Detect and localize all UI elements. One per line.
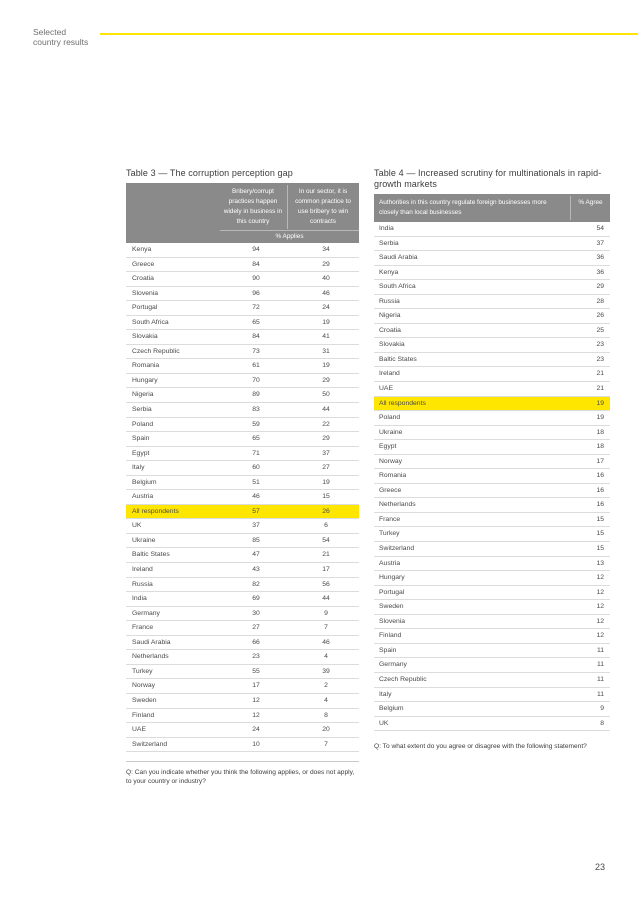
country-cell: Czech Republic	[379, 675, 427, 683]
country-cell: Egypt	[132, 449, 150, 457]
table-row	[126, 490, 359, 505]
value-cell: 20	[322, 726, 330, 734]
table-row	[374, 280, 610, 295]
table-row	[374, 600, 610, 615]
country-cell: Croatia	[132, 275, 154, 283]
table-row	[126, 578, 359, 593]
value-cell: 30	[252, 609, 260, 617]
value-cell: 18	[596, 428, 604, 436]
country-cell: Finland	[132, 711, 155, 719]
value-cell: 40	[322, 275, 330, 283]
value-cell: 36	[596, 254, 604, 262]
country-cell: Sweden	[379, 603, 404, 611]
table-row	[126, 592, 359, 607]
country-cell: Slovenia	[379, 617, 406, 625]
table-row	[126, 519, 359, 534]
value-cell: 17	[322, 566, 330, 574]
value-cell: 6	[324, 522, 328, 530]
value-cell: 37	[596, 239, 604, 247]
country-cell: Switzerland	[379, 545, 415, 553]
table-row	[374, 455, 610, 470]
table-row	[126, 374, 359, 389]
country-cell: Finland	[379, 632, 402, 640]
table3	[126, 183, 359, 785]
table3-col1-header: Bribery/corrupt practices happen widely in business in this country	[223, 188, 283, 225]
country-cell: Netherlands	[379, 501, 416, 509]
table-row	[126, 258, 359, 273]
table-row	[374, 702, 610, 717]
value-cell: 17	[596, 457, 604, 465]
country-cell: Slovakia	[379, 341, 405, 349]
value-cell: 94	[252, 246, 260, 253]
value-cell: 54	[322, 536, 330, 544]
country-cell: Ireland	[132, 566, 153, 574]
country-cell: Sweden	[132, 696, 157, 704]
value-cell: 54	[596, 225, 604, 232]
table-row	[126, 316, 359, 331]
country-cell: Russia	[132, 580, 153, 588]
table-row	[374, 629, 610, 644]
value-cell: 15	[596, 545, 604, 553]
table-row	[374, 498, 610, 513]
value-cell: 11	[596, 646, 604, 654]
table-row	[374, 658, 610, 673]
table-row	[374, 397, 610, 412]
country-cell: Norway	[379, 457, 403, 465]
value-cell: 29	[322, 376, 330, 384]
table-row	[126, 418, 359, 433]
value-cell: 19	[322, 362, 330, 370]
value-cell: 41	[322, 333, 330, 341]
table4-header	[374, 194, 610, 222]
table4-body	[374, 222, 610, 731]
value-cell: 9	[324, 609, 328, 617]
country-cell: Kenya	[379, 268, 399, 276]
value-cell: 15	[322, 493, 330, 501]
country-cell: UK	[379, 719, 389, 727]
country-cell: Austria	[132, 493, 154, 501]
country-cell: All respondents	[379, 399, 426, 407]
value-cell: 23	[596, 341, 604, 349]
country-cell: Portugal	[379, 588, 405, 596]
value-cell: 15	[596, 515, 604, 523]
table-row	[126, 548, 359, 563]
table-row	[126, 679, 359, 694]
value-cell: 60	[252, 464, 260, 472]
value-cell: 12	[252, 711, 260, 719]
value-cell: 39	[322, 667, 330, 675]
country-cell: Italy	[379, 690, 392, 698]
value-cell: 44	[322, 406, 330, 414]
value-cell: 34	[322, 246, 330, 253]
country-cell: UAE	[379, 385, 393, 393]
country-cell: Greece	[379, 486, 402, 494]
country-cell: Ireland	[379, 370, 400, 378]
table-row	[374, 673, 610, 688]
country-cell: Ukraine	[379, 428, 403, 436]
value-cell: 27	[322, 464, 330, 472]
value-cell: 73	[252, 347, 260, 355]
table3-footnote: Q: Can you indicate whether you think the following applies, or does not apply, to your country or industry?	[126, 769, 355, 785]
table-row	[126, 272, 359, 287]
table-row	[374, 309, 610, 324]
value-cell: 84	[252, 260, 260, 268]
value-cell: 11	[596, 675, 604, 683]
footnote-rule	[126, 761, 359, 762]
country-cell: Spain	[379, 646, 397, 654]
table-row	[126, 476, 359, 491]
country-cell: Hungary	[132, 376, 158, 384]
value-cell: 21	[596, 385, 604, 393]
value-cell: 12	[596, 632, 604, 640]
country-cell: Serbia	[132, 406, 152, 414]
value-cell: 31	[322, 347, 330, 355]
country-cell: Portugal	[132, 304, 158, 312]
country-cell: Saudi Arabia	[132, 638, 171, 646]
country-cell: Slovakia	[132, 333, 158, 341]
value-cell: 19	[322, 478, 330, 486]
table-row	[126, 301, 359, 316]
value-cell: 56	[322, 580, 330, 588]
table-row	[374, 324, 610, 339]
table-row	[374, 367, 610, 382]
value-cell: 12	[596, 588, 604, 596]
value-cell: 37	[252, 522, 260, 530]
table-row	[374, 222, 610, 237]
country-cell: UAE	[132, 726, 146, 734]
value-cell: 7	[324, 740, 328, 748]
country-cell: Romania	[132, 362, 160, 370]
country-cell: Egypt	[379, 443, 397, 451]
table-row	[374, 586, 610, 601]
value-cell: 21	[322, 551, 330, 559]
value-cell: 19	[322, 318, 330, 326]
value-cell: 23	[596, 355, 604, 363]
value-cell: 2	[324, 682, 328, 690]
table-row	[374, 353, 610, 368]
country-cell: Russia	[379, 297, 400, 305]
table-row	[374, 295, 610, 310]
table-row	[126, 388, 359, 403]
country-cell: Ukraine	[132, 536, 156, 544]
table-row	[126, 650, 359, 665]
value-cell: 17	[252, 682, 260, 690]
value-cell: 19	[596, 399, 604, 407]
value-cell: 36	[596, 268, 604, 276]
value-cell: 65	[252, 435, 260, 443]
page-number: 23	[595, 862, 606, 872]
country-cell: India	[132, 595, 147, 603]
value-cell: 24	[322, 304, 330, 312]
value-cell: 51	[252, 478, 260, 486]
table-row	[126, 359, 359, 374]
country-cell: Netherlands	[132, 653, 169, 661]
table-row	[126, 709, 359, 724]
value-cell: 8	[600, 719, 604, 727]
value-cell: 7	[324, 624, 328, 632]
value-cell: 18	[596, 443, 604, 451]
table-row	[374, 237, 610, 252]
value-cell: 28	[596, 297, 604, 305]
value-cell: 26	[596, 312, 604, 320]
value-cell: 65	[252, 318, 260, 326]
country-cell: Poland	[379, 414, 401, 422]
value-cell: 24	[252, 726, 260, 734]
top-accent-rule	[100, 33, 638, 35]
table-row	[374, 266, 610, 281]
table4	[374, 194, 610, 750]
table-row	[374, 440, 610, 455]
table4-title: Table 4 — Increased scrutiny for multinationals in rapid-growth markets	[374, 168, 602, 189]
value-cell: 50	[322, 391, 330, 399]
value-cell: 61	[252, 362, 260, 370]
value-cell: 55	[252, 667, 260, 675]
value-cell: 19	[596, 414, 604, 422]
header-divider	[287, 185, 288, 229]
table-row	[126, 723, 359, 738]
section-label-line2: country results	[33, 37, 89, 47]
value-cell: 15	[596, 530, 604, 538]
table-row	[126, 636, 359, 651]
table3-header	[126, 183, 359, 243]
table-row	[374, 717, 610, 732]
value-cell: 29	[322, 260, 330, 268]
country-cell: Croatia	[379, 326, 401, 334]
table4-col2-header: % Agree	[578, 199, 603, 206]
table-row	[126, 330, 359, 345]
table4-col1-header: Authorities in this country regulate foreign businesses more closely than local businesses	[379, 199, 547, 216]
country-cell: India	[379, 225, 394, 232]
table-row	[126, 665, 359, 680]
country-cell: Turkey	[132, 667, 153, 675]
value-cell: 13	[596, 559, 604, 567]
country-cell: South Africa	[379, 283, 416, 291]
value-cell: 70	[252, 376, 260, 384]
table4-footnote: Q: To what extent do you agree or disagree with the following statement?	[374, 743, 587, 750]
value-cell: 4	[324, 653, 328, 661]
value-cell: 66	[252, 638, 260, 646]
country-cell: Kenya	[132, 246, 152, 253]
value-cell: 26	[322, 507, 330, 515]
value-cell: 90	[252, 275, 260, 283]
country-cell: Czech Republic	[132, 347, 180, 355]
value-cell: 69	[252, 595, 260, 603]
value-cell: 23	[252, 653, 260, 661]
table-row	[374, 382, 610, 397]
table-row	[126, 432, 359, 447]
country-cell: Germany	[379, 661, 407, 669]
table3-unit-header: % Applies	[275, 233, 304, 240]
value-cell: 9	[600, 705, 604, 713]
value-cell: 46	[322, 638, 330, 646]
table-row	[126, 243, 359, 258]
value-cell: 12	[596, 617, 604, 625]
value-cell: 43	[252, 566, 260, 574]
table-row	[126, 403, 359, 418]
country-cell: Nigeria	[132, 391, 154, 399]
table-row	[374, 513, 610, 528]
table-row	[126, 461, 359, 476]
country-cell: Austria	[379, 559, 401, 567]
value-cell: 71	[252, 449, 260, 457]
value-cell: 4	[324, 696, 328, 704]
value-cell: 11	[596, 690, 604, 698]
table-row	[374, 615, 610, 630]
value-cell: 12	[596, 574, 604, 582]
country-cell: Norway	[132, 682, 156, 690]
value-cell: 46	[322, 289, 330, 297]
country-cell: France	[379, 515, 401, 523]
value-cell: 37	[322, 449, 330, 457]
section-label-line1: Selected	[33, 27, 67, 37]
table3-title: Table 3 — The corruption perception gap	[126, 168, 293, 178]
value-cell: 29	[596, 283, 604, 291]
value-cell: 59	[252, 420, 260, 428]
table-row	[374, 644, 610, 659]
table3-body	[126, 243, 359, 752]
value-cell: 27	[252, 624, 260, 632]
value-cell: 12	[252, 696, 260, 704]
country-cell: Baltic States	[132, 551, 170, 559]
country-cell: Spain	[132, 435, 150, 443]
country-cell: Belgium	[379, 705, 404, 713]
value-cell: 16	[596, 472, 604, 480]
table-row	[126, 694, 359, 709]
value-cell: 25	[596, 326, 604, 334]
value-cell: 10	[252, 740, 260, 748]
value-cell: 82	[252, 580, 260, 588]
value-cell: 96	[252, 289, 260, 297]
table-row	[126, 287, 359, 302]
value-cell: 29	[322, 435, 330, 443]
table-row	[126, 621, 359, 636]
table-row	[374, 688, 610, 703]
country-cell: Baltic States	[379, 355, 417, 363]
value-cell: 16	[596, 486, 604, 494]
country-cell: South Africa	[132, 318, 169, 326]
country-cell: Poland	[132, 420, 154, 428]
table-row	[126, 505, 359, 520]
value-cell: 21	[596, 370, 604, 378]
table-row	[126, 534, 359, 549]
country-cell: France	[132, 624, 154, 632]
country-cell: Greece	[132, 260, 155, 268]
value-cell: 11	[596, 661, 604, 669]
value-cell: 47	[252, 551, 260, 559]
country-cell: Saudi Arabia	[379, 254, 418, 262]
table-row	[126, 345, 359, 360]
country-cell: Nigeria	[379, 312, 401, 320]
value-cell: 83	[252, 406, 260, 414]
table-row	[374, 484, 610, 499]
country-cell: Hungary	[379, 574, 405, 582]
country-cell: Germany	[132, 609, 160, 617]
table-row	[126, 738, 359, 753]
table-row	[374, 338, 610, 353]
country-cell: Slovenia	[132, 289, 159, 297]
value-cell: 16	[596, 501, 604, 509]
value-cell: 46	[252, 493, 260, 501]
table-row	[374, 571, 610, 586]
section-label	[33, 27, 88, 47]
country-cell: Belgium	[132, 478, 157, 486]
value-cell: 85	[252, 536, 260, 544]
value-cell: 12	[596, 603, 604, 611]
table-row	[126, 563, 359, 578]
table3-col2-header: In our sector, it is common practice to use bribery to win contracts	[295, 188, 351, 225]
value-cell: 84	[252, 333, 260, 341]
value-cell: 44	[322, 595, 330, 603]
table-row	[374, 426, 610, 441]
table-row	[374, 251, 610, 266]
country-cell: Italy	[132, 464, 145, 472]
value-cell: 22	[322, 420, 330, 428]
country-cell: UK	[132, 522, 142, 530]
table-row	[126, 607, 359, 622]
table-row	[374, 411, 610, 426]
table-row	[374, 542, 610, 557]
table-row	[374, 469, 610, 484]
value-cell: 57	[252, 507, 260, 515]
country-cell: Romania	[379, 472, 407, 480]
table-row	[374, 527, 610, 542]
country-cell: Serbia	[379, 239, 399, 247]
table-row	[374, 557, 610, 572]
value-cell: 89	[252, 391, 260, 399]
country-cell: All respondents	[132, 507, 179, 515]
country-cell: Switzerland	[132, 740, 168, 748]
value-cell: 72	[252, 304, 260, 312]
value-cell: 8	[324, 711, 328, 719]
table-row	[126, 447, 359, 462]
country-cell: Turkey	[379, 530, 400, 538]
